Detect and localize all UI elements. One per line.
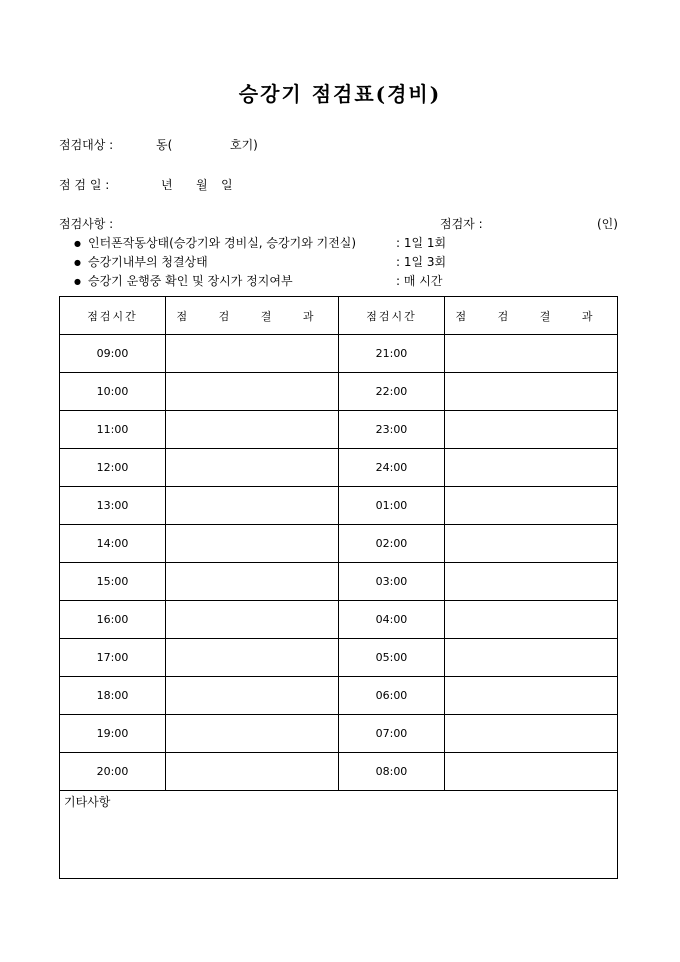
right-result-cell[interactable] bbox=[444, 639, 617, 677]
page-title: 승강기 점검표(경비) bbox=[238, 82, 442, 106]
left-result-cell[interactable] bbox=[165, 677, 338, 715]
table-row bbox=[60, 411, 618, 449]
date-day: 일 bbox=[221, 178, 233, 192]
left-time-cell: 09:00 bbox=[60, 335, 166, 373]
right-result-cell[interactable] bbox=[444, 601, 617, 639]
table-row bbox=[60, 601, 618, 639]
left-time-cell: 19:00 bbox=[60, 715, 166, 753]
table-row bbox=[60, 487, 618, 525]
target-label: 점검대상 : bbox=[59, 138, 114, 152]
right-time-cell: 22:00 bbox=[338, 373, 444, 411]
left-result-cell[interactable] bbox=[165, 487, 338, 525]
left-result-cell[interactable] bbox=[165, 373, 338, 411]
result-header: 점 검 결 과 bbox=[444, 297, 617, 335]
left-time-cell: 12:00 bbox=[60, 449, 166, 487]
target-unit: 호기) bbox=[230, 138, 258, 152]
table-row bbox=[60, 449, 618, 487]
date-year: 년 bbox=[161, 178, 173, 192]
left-time-cell: 13:00 bbox=[60, 487, 166, 525]
target-building: 동( bbox=[156, 138, 173, 152]
table-row bbox=[60, 639, 618, 677]
list-item: ● 승강기 운행중 확인 및 장시가 정지여부 : 매 시간 bbox=[74, 272, 356, 291]
seal-mark: (인) bbox=[597, 217, 618, 231]
list-item: ● 승강기내부의 청결상태 : 1일 3회 bbox=[74, 253, 356, 272]
right-time-cell: 07:00 bbox=[338, 715, 444, 753]
date-month: 월 bbox=[196, 178, 208, 192]
right-time-cell: 08:00 bbox=[338, 753, 444, 791]
right-result-cell[interactable] bbox=[444, 525, 617, 563]
left-result-cell[interactable] bbox=[165, 715, 338, 753]
left-result-cell[interactable] bbox=[165, 411, 338, 449]
right-result-cell[interactable] bbox=[444, 563, 617, 601]
right-result-cell[interactable] bbox=[444, 411, 617, 449]
right-time-cell: 23:00 bbox=[338, 411, 444, 449]
right-time-cell: 24:00 bbox=[338, 449, 444, 487]
time-header: 점검시간 bbox=[338, 297, 444, 335]
right-time-cell: 01:00 bbox=[338, 487, 444, 525]
right-result-cell[interactable] bbox=[444, 335, 617, 373]
left-time-cell: 15:00 bbox=[60, 563, 166, 601]
left-time-cell: 17:00 bbox=[60, 639, 166, 677]
right-result-cell[interactable] bbox=[444, 753, 617, 791]
left-result-cell[interactable] bbox=[165, 639, 338, 677]
right-time-cell: 05:00 bbox=[338, 639, 444, 677]
right-result-cell[interactable] bbox=[444, 715, 617, 753]
right-time-cell: 03:00 bbox=[338, 563, 444, 601]
left-time-cell: 20:00 bbox=[60, 753, 166, 791]
table-row bbox=[60, 373, 618, 411]
notes-label[interactable]: 기타사항 bbox=[60, 791, 618, 879]
table-row bbox=[60, 525, 618, 563]
items-label: 점검사항 : bbox=[59, 217, 114, 231]
time-header: 점검시간 bbox=[60, 297, 166, 335]
left-result-cell[interactable] bbox=[165, 335, 338, 373]
right-time-cell: 02:00 bbox=[338, 525, 444, 563]
left-result-cell[interactable] bbox=[165, 525, 338, 563]
inspector-label: 점검자 : bbox=[440, 217, 483, 231]
frequency: : 매 시간 bbox=[396, 274, 443, 288]
left-result-cell[interactable] bbox=[165, 563, 338, 601]
notes-row bbox=[60, 791, 618, 879]
left-result-cell[interactable] bbox=[165, 753, 338, 791]
date-label: 점 검 일 : bbox=[59, 178, 110, 192]
left-time-cell: 18:00 bbox=[60, 677, 166, 715]
result-header: 점 검 결 과 bbox=[165, 297, 338, 335]
table-header-row bbox=[60, 297, 618, 335]
left-time-cell: 11:00 bbox=[60, 411, 166, 449]
left-time-cell: 16:00 bbox=[60, 601, 166, 639]
left-time-cell: 10:00 bbox=[60, 373, 166, 411]
table-row bbox=[60, 753, 618, 791]
table-row bbox=[60, 715, 618, 753]
inspection-table bbox=[59, 296, 618, 879]
checklist bbox=[74, 234, 447, 291]
right-time-cell: 04:00 bbox=[338, 601, 444, 639]
right-time-cell: 21:00 bbox=[338, 335, 444, 373]
frequency: : 1일 3회 bbox=[396, 255, 447, 269]
right-result-cell[interactable] bbox=[444, 373, 617, 411]
table-row bbox=[60, 677, 618, 715]
list-item: ● 인터폰작동상태(승강기와 경비실, 승강기와 기전실) : 1일 1회 bbox=[74, 234, 356, 253]
table-row bbox=[60, 563, 618, 601]
right-result-cell[interactable] bbox=[444, 449, 617, 487]
right-result-cell[interactable] bbox=[444, 677, 617, 715]
left-result-cell[interactable] bbox=[165, 601, 338, 639]
right-result-cell[interactable] bbox=[444, 487, 617, 525]
frequency: : 1일 1회 bbox=[396, 236, 447, 250]
left-time-cell: 14:00 bbox=[60, 525, 166, 563]
right-time-cell: 06:00 bbox=[338, 677, 444, 715]
left-result-cell[interactable] bbox=[165, 449, 338, 487]
table-row bbox=[60, 335, 618, 373]
